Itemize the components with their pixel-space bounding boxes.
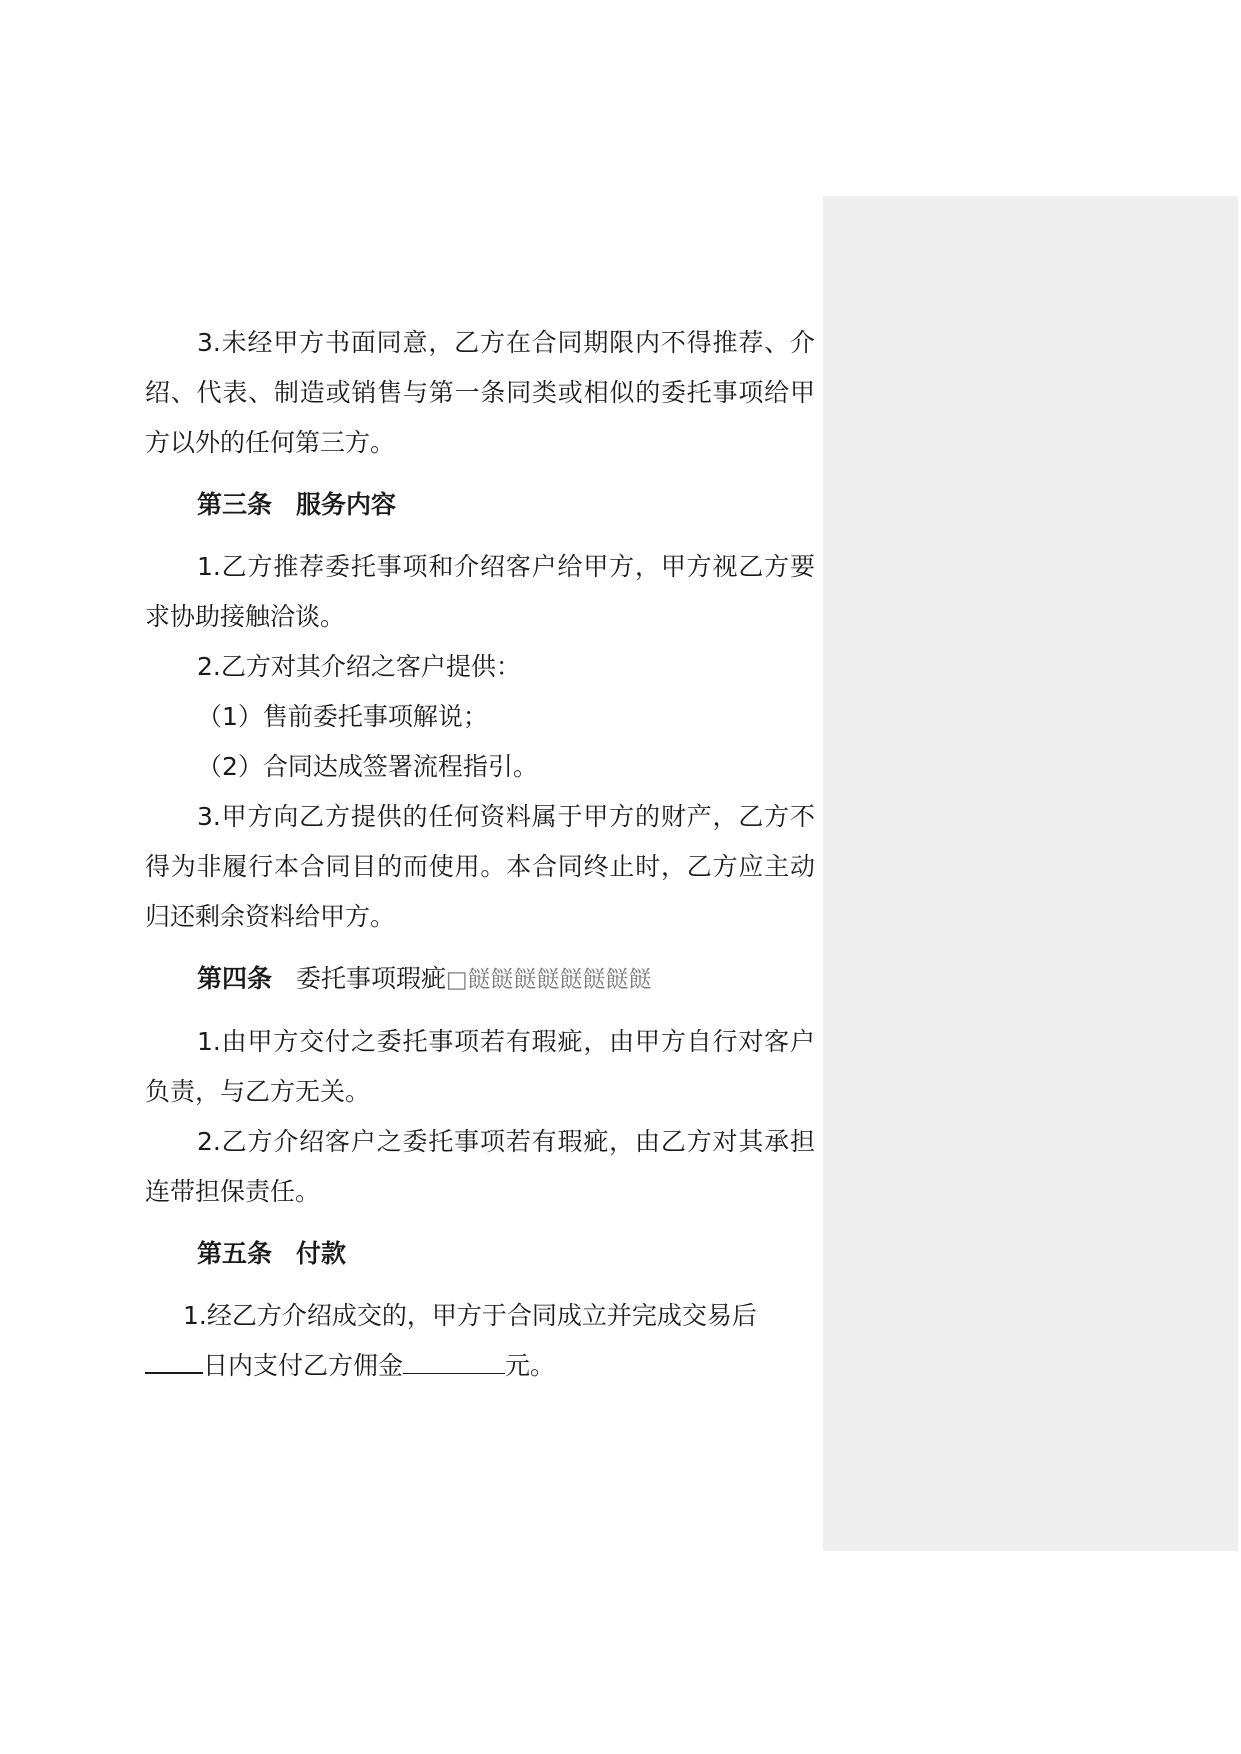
section-5-title: 付款: [296, 1239, 347, 1268]
clause-5-item-1-text-c: 元。: [505, 1351, 556, 1380]
clause-5-item-1: [145, 1291, 815, 1391]
garbled-text: □餸餸餸餸餸餸餸餸: [446, 967, 652, 993]
comment-pane: [823, 196, 1238, 1551]
clause-5-item-1-text-b: 日内支付乙方佣金: [203, 1351, 404, 1380]
section-4-number: 第四条: [197, 964, 273, 993]
clause-5-item-1-text-a: 1.经乙方介绍成交的，甲方于合同成立并完成交易后: [183, 1301, 757, 1330]
clause-4-item-2: 2.乙方介绍客户之委托事项若有瑕疵，由乙方对其承担连带担保责任。: [145, 1127, 815, 1206]
clause-3-item-3: 3.甲方向乙方提供的任何资料属于甲方的财产，乙方不得为非履行本合同目的而使用。本合同终止时，乙方应主动归还剩余资料给甲方。: [145, 802, 815, 931]
section-4-title: 委托事项瑕疵: [296, 964, 447, 993]
section-3-heading: [145, 480, 815, 530]
clause-3-item-2-sub-1: （1）售前委托事项解说；: [197, 702, 488, 731]
clause-4-item-1: 1.由甲方交付之委托事项若有瑕疵，由甲方自行对客户负责，与乙方无关。: [145, 1027, 815, 1106]
section-3-number: 第三条: [197, 490, 273, 519]
clause-3-item-1: 1.乙方推荐委托事项和介绍客户给甲方，甲方视乙方要求协助接触洽谈。: [145, 552, 815, 631]
clause-3-item-2: 2.乙方对其介绍之客户提供：: [197, 652, 521, 681]
section-5-number: 第五条: [197, 1239, 273, 1268]
days-blank-field[interactable]: [145, 1350, 203, 1374]
section-3-title: 服务内容: [296, 490, 397, 519]
section-5-heading: [145, 1229, 815, 1279]
clause-3-item-2-sub-2: （2）合同达成签署流程指引。: [197, 752, 538, 781]
section-4-heading: [145, 954, 815, 1005]
clause-2-item-3: 3.未经甲方书面同意，乙方在合同期限内不得推荐、介绍、代表、制造或销售与第一条同类或相似的委托事项给甲方以外的任何第三方。: [145, 328, 815, 457]
amount-blank-field[interactable]: [403, 1351, 505, 1374]
document-body: [145, 318, 815, 1391]
